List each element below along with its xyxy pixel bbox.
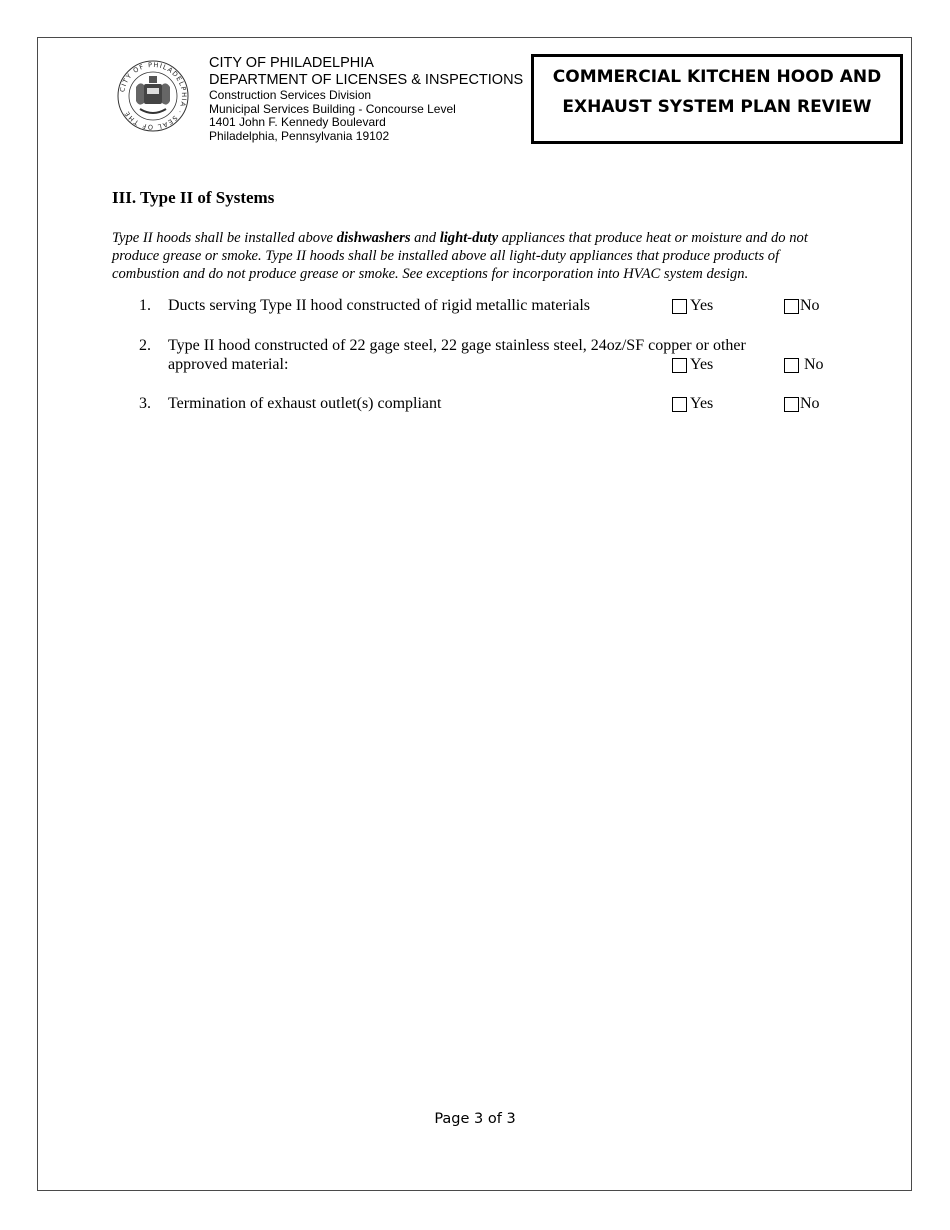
item-3-no-checkbox[interactable]	[784, 397, 799, 412]
item-2-yes-label: Yes	[690, 356, 714, 373]
item-3-no-label: No	[800, 395, 820, 412]
intro-emphasis-light-duty: light-duty	[439, 230, 499, 246]
item-3-yes-option[interactable]	[672, 395, 713, 413]
item-1-no-label: No	[800, 297, 820, 314]
item-2-number: 2.	[139, 337, 151, 354]
intro-text: and	[410, 230, 440, 246]
item-3-no-option[interactable]	[784, 395, 820, 413]
item-3-yes-checkbox[interactable]	[672, 397, 687, 412]
item-1-no-option[interactable]	[784, 297, 820, 315]
item-1-yes-option[interactable]	[672, 297, 713, 315]
agency-address-block	[209, 56, 523, 143]
item-1-yes-label: Yes	[690, 297, 714, 314]
agency-city-zip: Philadelphia, Pennsylvania 19102	[209, 128, 390, 143]
item-3-number: 3.	[139, 395, 151, 412]
item-2-yes-option[interactable]	[672, 356, 713, 374]
page-border	[37, 37, 912, 1191]
section-heading: III. Type II of Systems	[112, 188, 275, 207]
item-2-no-checkbox[interactable]	[784, 358, 799, 373]
form-title-line1: COMMERCIAL KITCHEN HOOD AND	[552, 67, 882, 87]
item-1-text: Ducts serving Type II hood constructed of rigid metallic materials	[168, 297, 591, 314]
item-2-yes-checkbox[interactable]	[672, 358, 687, 373]
item-2-text-line1: Type II hood constructed of 22 gage steel, 22 gage stainless steel, 24oz/SF copper or other	[168, 337, 746, 354]
agency-division: Construction Services Division	[209, 88, 372, 102]
item-1-no-checkbox[interactable]	[784, 299, 799, 314]
svg-text:CITY OF PHILADELPHIA · SEAL OF: CITY OF PHILADELPHIA · SEAL OF THE	[118, 60, 189, 132]
form-title-box	[531, 54, 903, 144]
city-seal-icon	[116, 57, 190, 135]
intro-text: appliances that produce heat or moisture and do not produce grease or smoke. Type II hoods shall be installed above all light-duty appliances that produce products of combustion and do not produce grease or smoke. See exceptions for incorporation into HVAC system design.	[112, 230, 808, 282]
page-number: Page 3 of 3	[434, 1111, 516, 1127]
item-2-no-option[interactable]	[784, 356, 824, 374]
agency-building: Municipal Services Building - Concourse Level	[209, 101, 456, 116]
agency-city: CITY OF PHILADELPHIA	[209, 55, 374, 71]
item-2-text-line2: approved material:	[168, 356, 289, 373]
item-1-yes-checkbox[interactable]	[672, 299, 687, 314]
intro-emphasis-dishwashers: dishwashers	[336, 230, 411, 246]
item-1-number: 1.	[139, 297, 151, 314]
agency-street: 1401 John F. Kennedy Boulevard	[209, 115, 386, 129]
item-2-no-label: No	[804, 356, 824, 373]
item-3-yes-label: Yes	[690, 395, 714, 412]
intro-text: Type II hoods shall be installed above	[112, 230, 337, 246]
item-3-text: Termination of exhaust outlet(s) compliant	[168, 395, 442, 412]
section-intro	[112, 229, 842, 283]
form-title-line2: EXHAUST SYSTEM PLAN REVIEW	[562, 97, 872, 117]
agency-department: DEPARTMENT OF LICENSES & INSPECTIONS	[209, 71, 524, 88]
